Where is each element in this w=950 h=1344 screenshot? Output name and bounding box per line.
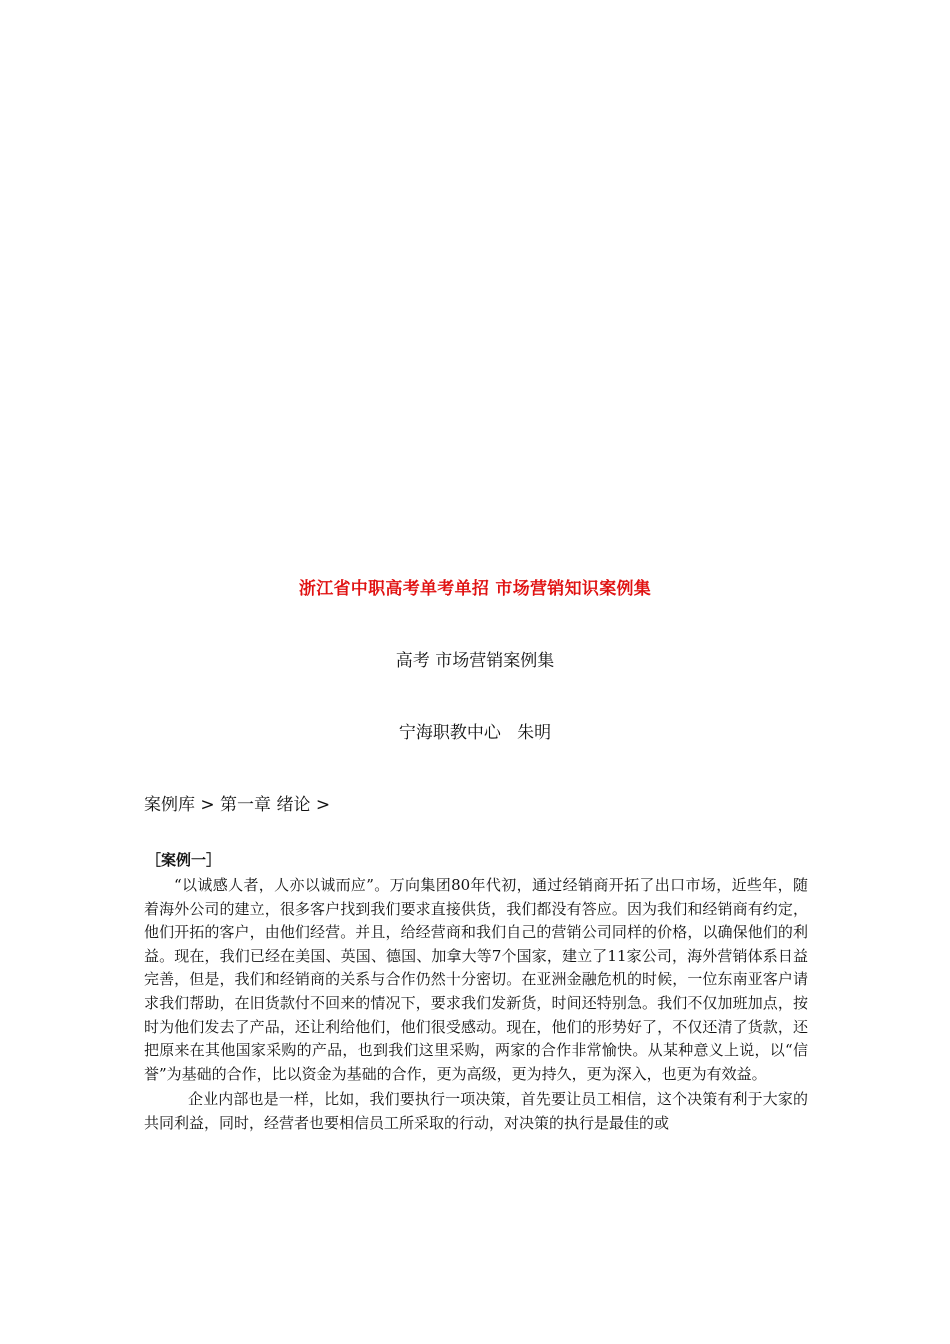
- document-subtitle: 高考 市场营销案例集: [395, 651, 555, 671]
- case-body: [144, 874, 808, 1136]
- body-paragraph: “以诚感人者，人亦以诚而应”。万向集团80年代初，通过经销商开拓了出口市场，近些年，随着海外公司的建立，很多客户找到我们要求直接供货，我们都没有答应。因为我们和经销商有约定，他们开拓的客户，由他们经营。并且，给经营商和我们自己的营销公司同样的价格，以确保他们的利益。现在，我们已经在美国、英国、德国、加拿大等7个国家，建立了11家公司，海外营销体系日益完善，但是，我们和经销商的关系与合作仍然十分密切。在亚洲金融危机的时候，一位东南亚客户请求我们帮助，在旧货款付不回来的情况下，要求我们发新货，时间还特别急。我们不仅加班加点，按时为他们发去了产品，还让利给他们，他们很受感动。现在，他们的形势好了，不仅还清了货款，还把原来在其他国家采购的产品，也到我们这里采购，两家的合作非常愉快。从某种意义上说，以“信誉”为基础的合作，比以资金为基础的合作，更为高级，更为持久，更为深入，也更为有效益。: [144, 876, 808, 1083]
- breadcrumb: 案例库 > 第一章 绪论 >: [144, 795, 331, 815]
- body-paragraph: 企业内部也是一样，比如，我们要执行一项决策，首先要让员工相信，这个决策有利于大家的共同利益，同时，经营者也要相信员工所采取的行动，对决策的执行是最佳的或: [144, 1090, 808, 1132]
- author-line: 宁海职教中心 朱明: [398, 723, 552, 743]
- case-heading: ［案例一］: [146, 851, 222, 869]
- document-title: 浙江省中职高考单考单招 市场营销知识案例集: [298, 579, 652, 599]
